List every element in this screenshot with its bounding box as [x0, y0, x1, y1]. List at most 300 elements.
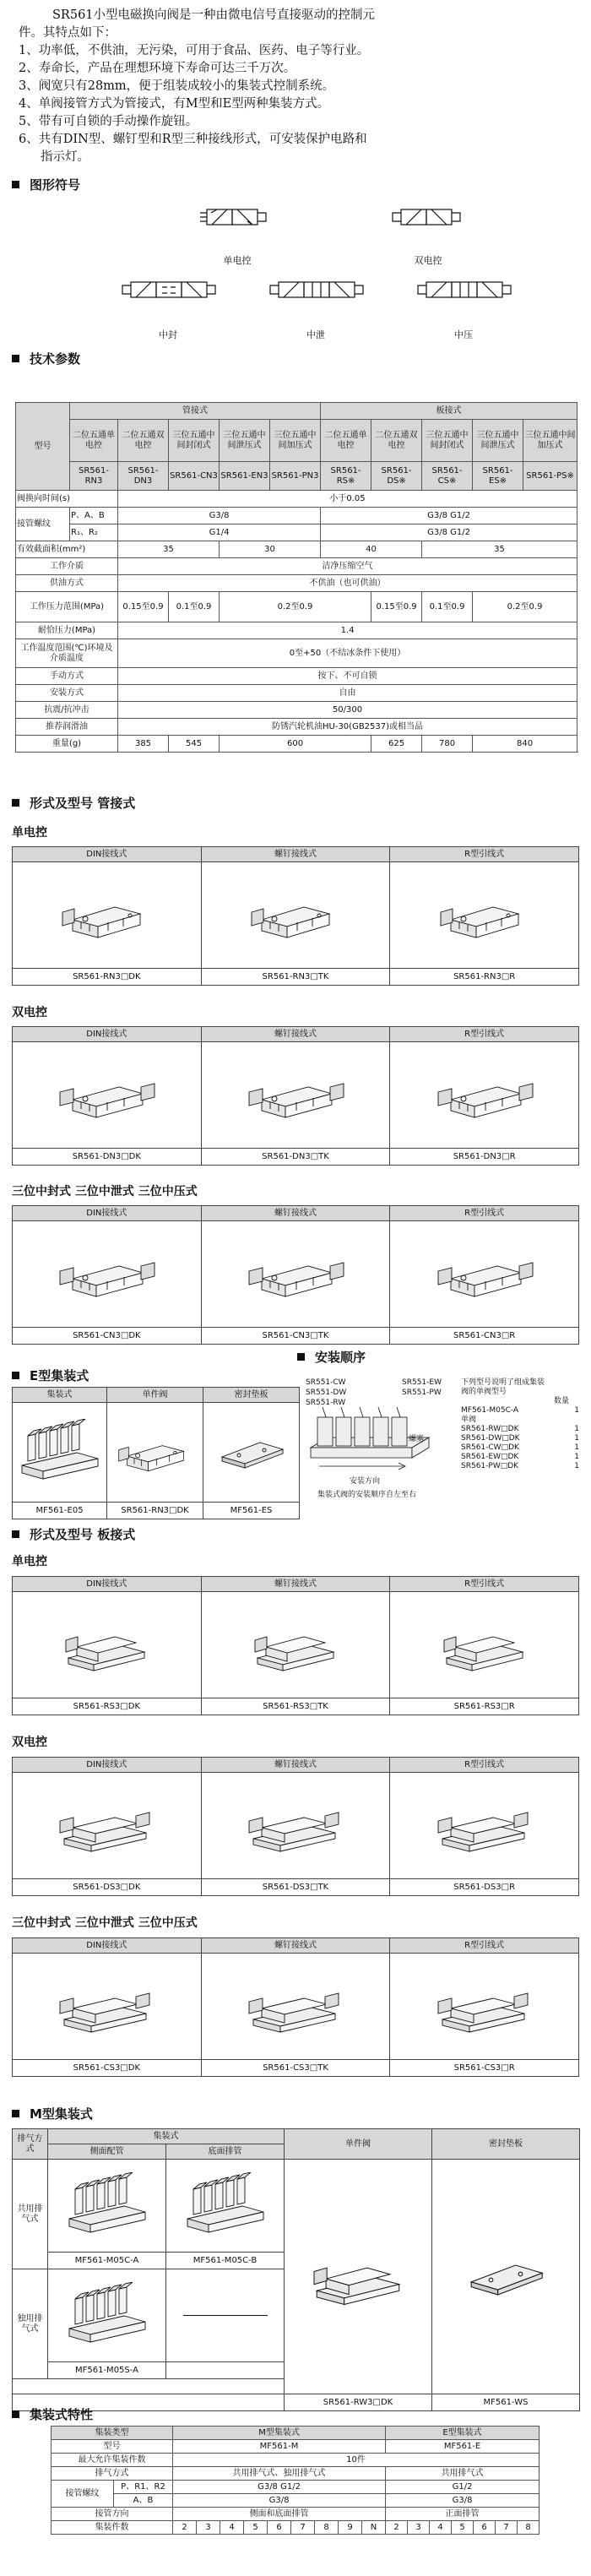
col-header: DIN接线式	[13, 1027, 202, 1042]
model-caption: MF561-M05C-A	[48, 2253, 166, 2269]
model-caption: SR561-DS3□R	[390, 1879, 579, 1896]
count-cell: 2	[173, 2521, 197, 2535]
section-marker	[12, 1530, 19, 1538]
wiring-table	[12, 846, 579, 986]
model-cell: SR561-DN3	[118, 462, 169, 491]
order-qty: 1	[574, 1425, 579, 1433]
wiring-table	[12, 1937, 579, 2077]
valve-drawing-icon	[52, 1973, 161, 2041]
install-label: SR551-PW	[402, 1389, 442, 1397]
row-label: 集装件数	[52, 2521, 173, 2535]
intro-line: 1、功率低，不供油，无污染，可用于食品、医药、电子等行业。	[19, 44, 370, 57]
valve-image	[201, 1773, 390, 1879]
group-title: 单电控	[12, 1555, 47, 1568]
col-header: 密封垫板	[203, 1388, 300, 1403]
type-cell: 二位五通单电控	[70, 420, 118, 462]
note-line: 阀的单阀型号	[461, 1388, 507, 1396]
count-cell: 4	[220, 2521, 244, 2535]
install-caption: 集装式阀的安装顺序自左至右	[317, 1491, 417, 1499]
group-pipe: 管接式	[70, 403, 321, 420]
symbol-caption: 中压	[454, 329, 473, 340]
intro-line: 指示灯。	[41, 150, 89, 164]
type-cell: 三位五通中间泄压式	[473, 420, 523, 462]
order-model: SR561-PW□DK	[461, 1462, 519, 1470]
valve-image	[13, 1954, 202, 2060]
cell: MF561-M	[173, 2440, 386, 2454]
valve-image	[201, 862, 390, 969]
row-label: 工作介质	[16, 558, 118, 575]
row-sublabel: P、A、B	[70, 508, 118, 524]
section-title: 安装顺序	[315, 1349, 366, 1365]
cell: 1.4	[118, 622, 577, 639]
valve-drawing-icon	[241, 1792, 350, 1860]
model-caption: SR561-RN3□DK	[13, 969, 202, 986]
group-title: 双电控	[12, 1736, 47, 1749]
manifold-drawing-icon	[61, 2282, 154, 2350]
cell: 0至+50（不结冰条件下使用）	[118, 639, 577, 668]
section-manifold-spec	[12, 2405, 93, 2422]
model-caption: SR561-CS3□TK	[201, 2060, 390, 2077]
install-label: SR551-EW	[402, 1378, 442, 1387]
model-caption: SR561-CS3□DK	[13, 2060, 202, 2077]
symbol-single	[198, 201, 274, 236]
cell: 35	[422, 541, 577, 558]
valve-drawing-icon	[434, 882, 535, 949]
intro-line: 3、阀宽只有28mm，便于组装成较小的集装式控制系统。	[19, 79, 335, 93]
order-item	[461, 1406, 579, 1416]
group-plate: 板接式	[321, 403, 577, 420]
order-qty: 1	[574, 1406, 579, 1415]
section-marker	[12, 1372, 19, 1379]
model-caption: SR561-DN3□TK	[201, 1149, 390, 1166]
valve-symbol-icon	[414, 272, 515, 311]
count-cell: 3	[197, 2521, 220, 2535]
install-diagram	[302, 1377, 581, 1503]
count-cell: 5	[244, 2521, 268, 2535]
type-cell: 三位五通中间封闭式	[422, 420, 473, 462]
row-label: 有效截面积(mm²)	[16, 541, 118, 558]
install-label: SR551-CW	[306, 1378, 346, 1387]
valve-image	[390, 1221, 579, 1328]
model-caption: SR561-CS3□R	[390, 2060, 579, 2077]
order-item	[461, 1434, 579, 1443]
valve-drawing-icon	[430, 1973, 539, 2041]
cell: G3/8	[173, 2494, 386, 2508]
row-label: 接管方向	[52, 2508, 173, 2521]
valve-symbol-icon	[266, 272, 367, 311]
valve-image	[201, 1221, 390, 1328]
manifold-stack-icon	[302, 1405, 446, 1473]
valve-image	[390, 1773, 579, 1879]
model-caption: SR561-DS3□TK	[201, 1879, 390, 1896]
valve-drawing-icon	[56, 1611, 157, 1679]
symbol-caption: 单电控	[223, 255, 252, 266]
model-caption: SR561-RS3□TK	[201, 1698, 390, 1715]
cell: 0.15至0.9	[118, 592, 169, 622]
cell: 50/300	[118, 702, 577, 719]
valve-drawing-icon	[241, 1062, 350, 1129]
qty-header: 数量	[554, 1397, 570, 1405]
valve-drawing-icon	[52, 1241, 161, 1308]
model-caption: SR561-DS3□DK	[13, 1879, 202, 1896]
install-label: SR551-RW	[306, 1399, 346, 1407]
cell: 10件	[173, 2454, 539, 2467]
wiring-table	[12, 1576, 579, 1715]
order-item	[461, 1425, 579, 1434]
col-header: R型引线式	[390, 1758, 579, 1773]
type-cell: 三位五通中间加压式	[270, 420, 321, 462]
gasket-image	[432, 2160, 580, 2394]
row-sublabel: R₁、R₂	[70, 524, 118, 541]
col-header: R型引线式	[390, 1027, 579, 1042]
cell: 35	[118, 541, 220, 558]
note-line: 下列型号说明了组成集装	[461, 1378, 545, 1387]
row-label: 型号	[52, 2440, 173, 2454]
section-symbols	[12, 176, 80, 193]
model-caption: SR561-CN3□DK	[13, 1328, 202, 1345]
model-caption: SR561-RN3□TK	[201, 969, 390, 986]
symbol-double	[384, 201, 469, 236]
group-title: 单电控	[12, 826, 47, 840]
model-caption: SR561-RW3□DK	[285, 2394, 432, 2411]
group-title: 三位中封式 三位中泄式 三位中压式	[12, 1185, 198, 1198]
col-header: R型引线式	[390, 1938, 579, 1954]
row-label: 最大允许集装件数	[52, 2454, 173, 2467]
cell: 840	[473, 736, 577, 753]
model-caption: MF561-M05C-B	[166, 2253, 285, 2269]
empty-cell	[166, 2269, 285, 2362]
empty-caption	[166, 2362, 285, 2379]
symbol-center-pressure	[414, 272, 515, 311]
e-type: E型集装式	[386, 2427, 539, 2440]
valve-image	[201, 1592, 390, 1698]
cell: 洁净压缩空气	[118, 558, 577, 575]
valve-drawing-icon	[241, 1973, 350, 2041]
row-label: 推荐润滑油	[16, 719, 118, 736]
valve-drawing-icon	[245, 882, 346, 949]
screw-label: 螺塞	[409, 1435, 425, 1443]
install-label: SR551-DW	[306, 1389, 347, 1397]
section-title: 形式及型号 管接式	[30, 795, 136, 811]
count-cell: 6	[268, 2521, 291, 2535]
model-caption: MF561-M05S-A	[48, 2362, 166, 2379]
cell: 0.2至0.9	[473, 592, 577, 622]
intro-line: 4、单阀接管方式为管接式，有M型和E型两种集装方式。	[19, 97, 330, 111]
col-header: R型引线式	[390, 847, 579, 862]
cell: 0.2至0.9	[220, 592, 371, 622]
col-header: DIN接线式	[13, 847, 202, 862]
col-header: 单件阀	[107, 1388, 203, 1403]
col-header: 螺钉接线式	[201, 847, 390, 862]
group-title: 双电控	[12, 1006, 47, 1019]
count-cell: 8	[518, 2521, 539, 2535]
manifold-drawing-icon	[179, 2172, 272, 2240]
cell: 30	[220, 541, 321, 558]
section-install	[297, 1348, 366, 1365]
cell: G3/8 G1/2	[321, 524, 577, 541]
model-caption: SR561-RN3□DK	[107, 1503, 203, 1519]
col-header: 螺钉接线式	[201, 1027, 390, 1042]
cell: 0.15至0.9	[371, 592, 422, 622]
cell: 按下、不可自锁	[118, 668, 577, 685]
valve-drawing-icon	[430, 1792, 539, 1860]
section-title: 集装式特性	[30, 2406, 94, 2422]
type-cell: 三位五通中间封闭式	[169, 420, 220, 462]
m-manifold-table	[12, 2128, 580, 2411]
section-title: 图形符号	[30, 177, 81, 193]
m-type: M型集装式	[173, 2427, 386, 2440]
col-header: 螺钉接线式	[201, 1206, 390, 1221]
symbol-center-closed	[118, 272, 220, 311]
intro-line: 6、共有DIN型、螺钉型和R型三种接线形式，可安装保护电路和	[19, 133, 367, 146]
cell: 自由	[118, 685, 577, 702]
section-pipe	[12, 794, 135, 811]
valve-image	[390, 1042, 579, 1149]
wiring-table	[12, 1026, 579, 1166]
model-caption: MF561-ES	[203, 1503, 300, 1519]
gasket-drawing-icon	[214, 1427, 290, 1478]
intro-line: 2、寿命长，产品在理想环境下寿命可达三千万次。	[19, 62, 296, 75]
valve-image	[13, 1592, 202, 1698]
valve-image	[390, 862, 579, 969]
cell: G1/2	[386, 2481, 539, 2494]
count-cell: 4	[430, 2521, 452, 2535]
order-item	[461, 1462, 579, 1471]
valve-image	[13, 862, 202, 969]
manifold-drawing-icon	[18, 1419, 102, 1486]
order-item	[461, 1443, 579, 1453]
row-label: 供油方式	[16, 575, 118, 592]
manifold-drawing-icon	[61, 2172, 154, 2240]
model-cell: SR561-RS※	[321, 462, 371, 491]
valve-image	[390, 1954, 579, 2060]
model-caption: SR561-RS3□R	[390, 1698, 579, 1715]
count-cell: 6	[474, 2521, 496, 2535]
manifold-image	[166, 2160, 285, 2253]
cell: 不供油（也可供油）	[118, 575, 577, 592]
valve-drawing-icon	[52, 1062, 161, 1129]
section-title: 技术参数	[30, 351, 81, 367]
count-cell: 8	[315, 2521, 339, 2535]
row-label: 工作温度范围(℃)环境及介质温度	[16, 639, 118, 668]
valve-drawing-icon	[430, 1062, 539, 1129]
col-header: DIN接线式	[13, 1206, 202, 1221]
order-model: SR561-DW□DK	[461, 1434, 520, 1443]
count-cell: 7	[291, 2521, 315, 2535]
cell: G3/8	[386, 2494, 539, 2508]
cell: 0.1至0.9	[169, 592, 220, 622]
row-label: 抗震/抗冲击	[16, 702, 118, 719]
model-caption: MF561-WS	[432, 2394, 580, 2411]
row-label: 手动方式	[16, 668, 118, 685]
valve-image	[107, 1403, 203, 1503]
col-header: 集装式	[13, 1388, 107, 1403]
model-cell: SR561-EN3	[220, 462, 270, 491]
type-label: 集装类型	[52, 2427, 173, 2440]
section-plate	[12, 1525, 135, 1542]
section-marker	[12, 799, 19, 807]
cell: G3/8 G1/2	[321, 508, 577, 524]
valve-drawing-icon	[56, 882, 157, 949]
cell: 600	[220, 736, 371, 753]
gasket-image	[203, 1403, 300, 1503]
section-marker	[12, 181, 19, 188]
section-title: M型集装式	[30, 2106, 93, 2122]
wiring-table	[12, 1205, 579, 1345]
model-cell: SR561-PS※	[523, 462, 577, 491]
manifold-image	[48, 2160, 166, 2253]
col-header: R型引线式	[390, 1206, 579, 1221]
order-model: MF561-M05C-A	[461, 1406, 519, 1415]
valve-drawing-icon	[434, 1611, 535, 1679]
group-title: 三位中封式 三位中泄式 三位中压式	[12, 1916, 198, 1930]
section-e-manifold	[12, 1367, 89, 1383]
exhaust-header: 排气方式	[13, 2129, 48, 2160]
row-label: 安装方式	[16, 685, 118, 702]
model-cell: SR561-DS※	[371, 462, 422, 491]
valve-symbol-icon	[118, 272, 220, 311]
valve-drawing-icon	[245, 1611, 346, 1679]
row-sublabel: P、R1、R2	[114, 2481, 173, 2494]
valve-image	[285, 2160, 432, 2394]
row-label: 共用排气式	[13, 2160, 48, 2269]
valve-image	[13, 1773, 202, 1879]
order-model: SR561-CW□DK	[461, 1443, 519, 1452]
gasket-drawing-icon	[459, 2247, 552, 2307]
valve-drawing-icon	[303, 2239, 413, 2315]
valve-image	[390, 1592, 579, 1698]
model-caption: SR561-CN3□R	[390, 1328, 579, 1345]
count-cell: 3	[408, 2521, 430, 2535]
cell: MF561-E	[386, 2440, 539, 2454]
row-label: 重量(g)	[16, 736, 118, 753]
direction-label: 安装方向	[350, 1477, 381, 1486]
valve-symbol-icon	[384, 201, 469, 236]
order-model: 单阀	[461, 1416, 477, 1424]
col-header: DIN接线式	[13, 1938, 202, 1954]
col-header: R型引线式	[390, 1577, 579, 1592]
valve-image	[201, 1042, 390, 1149]
section-m-manifold	[12, 2105, 93, 2122]
valve-image	[13, 1042, 202, 1149]
cell: 侧面和底面排管	[173, 2508, 386, 2521]
symbol-caption: 双电控	[414, 255, 442, 266]
symbol-center-exhaust	[266, 272, 367, 311]
seal-header: 密封垫板	[432, 2129, 580, 2160]
model-cell: SR561-CN3	[169, 462, 220, 491]
cell: G3/8	[118, 508, 321, 524]
col-header: DIN接线式	[13, 1577, 202, 1592]
model-caption: SR561-RS3□DK	[13, 1698, 202, 1715]
order-qty: 1	[574, 1443, 579, 1452]
model-caption: SR561-CN3□TK	[201, 1328, 390, 1345]
col-header: 螺钉接线式	[201, 1577, 390, 1592]
cell: 0.1至0.9	[422, 592, 473, 622]
manifold-image	[13, 1403, 107, 1503]
tech-table	[15, 402, 577, 753]
cell: 共用排气式	[386, 2467, 539, 2481]
valve-drawing-icon	[52, 1792, 161, 1860]
model-cell: SR561-RN3	[70, 462, 118, 491]
intro-line: 5、带有可自锁的手动操作旋钮。	[19, 115, 198, 128]
col-header: 螺钉接线式	[201, 1938, 390, 1954]
section-tech	[12, 350, 80, 367]
valve-image	[201, 1954, 390, 2060]
cell: 780	[422, 736, 473, 753]
model-caption: SR561-RN3□R	[390, 969, 579, 986]
row-label: 阀换向时间(s)	[16, 491, 118, 508]
valve-image	[13, 1221, 202, 1328]
type-cell: 三位五通中间泄压式	[220, 420, 270, 462]
model-cell: SR561-CS※	[422, 462, 473, 491]
valve-symbol-icon	[198, 201, 274, 236]
manifold-header: 集装式	[48, 2129, 285, 2144]
section-marker	[297, 1353, 305, 1361]
row-label: 耐恰压力(MPa)	[16, 622, 118, 639]
symbol-caption: 中泄	[306, 329, 325, 340]
intro-line: 件。其特点如下：	[19, 26, 117, 40]
intro-text	[19, 7, 559, 166]
cell: 545	[169, 736, 220, 753]
cell: G1/4	[118, 524, 321, 541]
cell: 625	[371, 736, 422, 753]
count-cell: 7	[496, 2521, 518, 2535]
cell: 40	[321, 541, 422, 558]
cell: G3/8 G1/2	[173, 2481, 386, 2494]
type-cell: 二位五通单电控	[321, 420, 371, 462]
valve-drawing-icon	[241, 1241, 350, 1308]
section-marker	[12, 2410, 19, 2418]
col-header: DIN接线式	[13, 1758, 202, 1773]
order-model: SR561-RW□DK	[461, 1425, 519, 1433]
order-qty: 1	[574, 1434, 579, 1443]
section-title: 形式及型号 板接式	[30, 1526, 136, 1542]
cell: 385	[118, 736, 169, 753]
count-cell: N	[362, 2521, 386, 2535]
model-caption: MF561-E05	[13, 1503, 107, 1519]
valve-drawing-icon	[113, 1419, 198, 1486]
model-cell: SR561-ES※	[473, 462, 523, 491]
model-caption: SR561-DN3□DK	[13, 1149, 202, 1166]
install-notes	[461, 1378, 579, 1471]
count-cell: 5	[452, 2521, 474, 2535]
order-model: SR561-EW□DK	[461, 1453, 519, 1461]
bottom-header: 底面排管	[166, 2144, 285, 2160]
order-qty: 1	[574, 1462, 579, 1470]
cell: 防锈汽轮机油HU-30(GB2537)或相当品	[118, 719, 577, 736]
manifold-image	[48, 2269, 166, 2362]
model-cell: SR561-PN3	[270, 462, 321, 491]
section-title: E型集装式	[30, 1367, 89, 1383]
row-label: 接管螺纹	[16, 508, 70, 541]
side-header: 侧面配管	[48, 2144, 166, 2160]
manifold-spec-table	[51, 2426, 539, 2535]
row-label: 工作压力范围(MPa)	[16, 592, 118, 622]
order-item	[461, 1416, 579, 1425]
symbol-caption: 中封	[159, 329, 177, 340]
intro-line: SR561小型电磁换向阀是一种由微电信号直接驱动的控制元	[52, 8, 376, 22]
type-cell: 二位五通双电控	[371, 420, 422, 462]
order-item	[461, 1453, 579, 1462]
row-label: 独用排气式	[13, 2269, 48, 2379]
spacer-cell	[13, 2379, 285, 2394]
row-label: 接管螺纹	[52, 2481, 114, 2508]
cell: 小于0.05	[118, 491, 577, 508]
row-sublabel: A、B	[114, 2494, 173, 2508]
e-manifold-table	[12, 1387, 300, 1519]
count-cell: 2	[386, 2521, 408, 2535]
valve-drawing-icon	[430, 1241, 539, 1308]
